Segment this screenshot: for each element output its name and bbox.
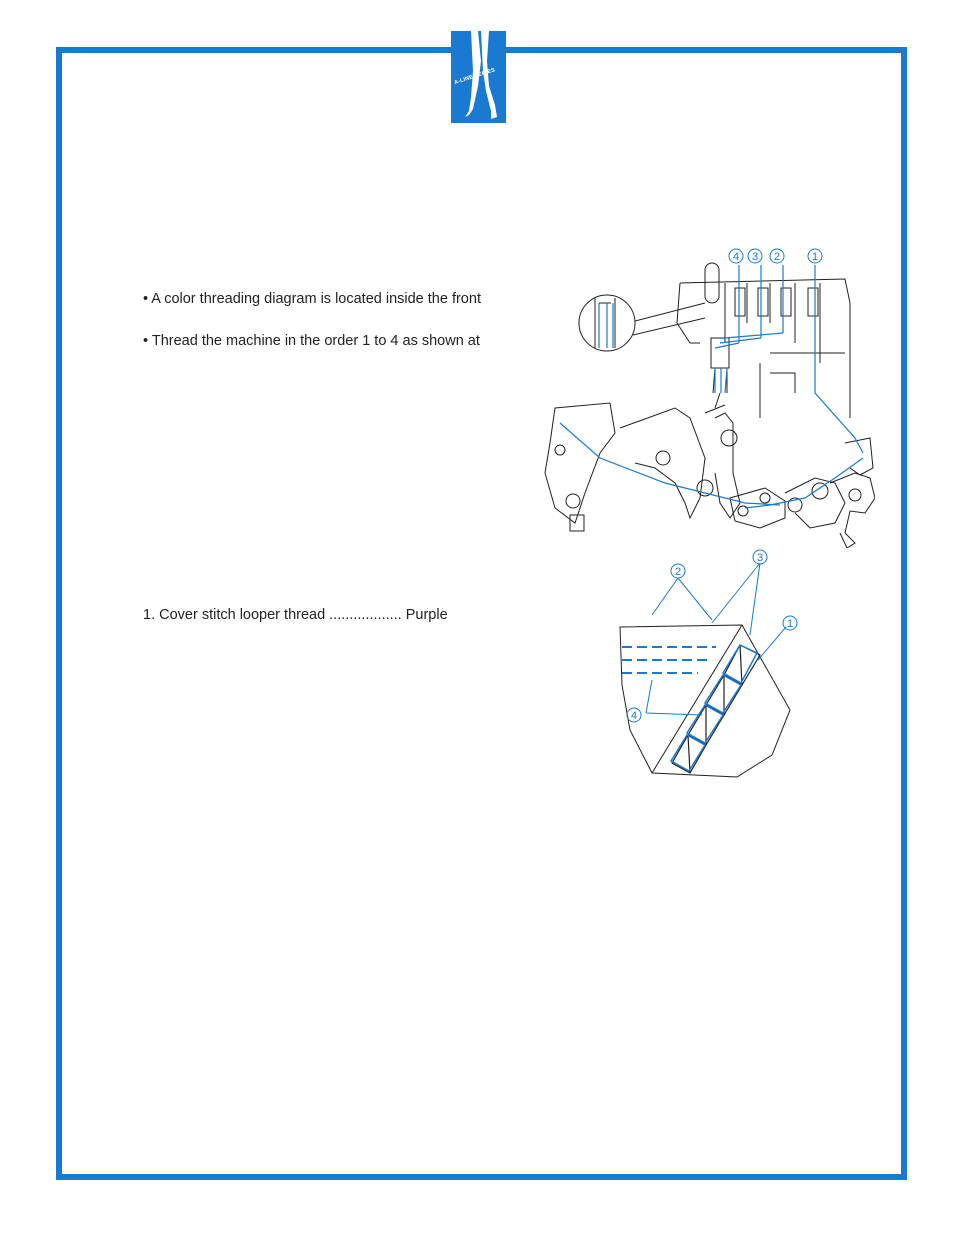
stitch-label-2: 2: [675, 566, 682, 578]
thread-item-1: 1. Cover stitch looper thread .................. Purple: [143, 607, 448, 623]
machine-labels: [729, 249, 822, 263]
machine-label-1: 1: [812, 251, 819, 263]
stitch-label-4: 4: [631, 710, 638, 722]
stitch-labels: [627, 550, 797, 722]
stitch-label-3: 3: [757, 552, 764, 564]
machine-label-4: 4: [733, 251, 740, 263]
threading-diagram: [515, 243, 875, 548]
brand-logo: [451, 31, 506, 123]
cover-stitch-diagram: [612, 545, 812, 785]
bullet-thread-order: • Thread the machine in the order 1 to 4 as shown at: [143, 333, 480, 349]
machine-label-2: 2: [774, 251, 781, 263]
logo-brand-text: A-LINE SERIES: [453, 67, 496, 87]
machine-label-3: 3: [752, 251, 759, 263]
stitch-label-1: 1: [787, 618, 794, 630]
bullet-color-diagram: • A color threading diagram is located inside the front: [143, 291, 481, 307]
